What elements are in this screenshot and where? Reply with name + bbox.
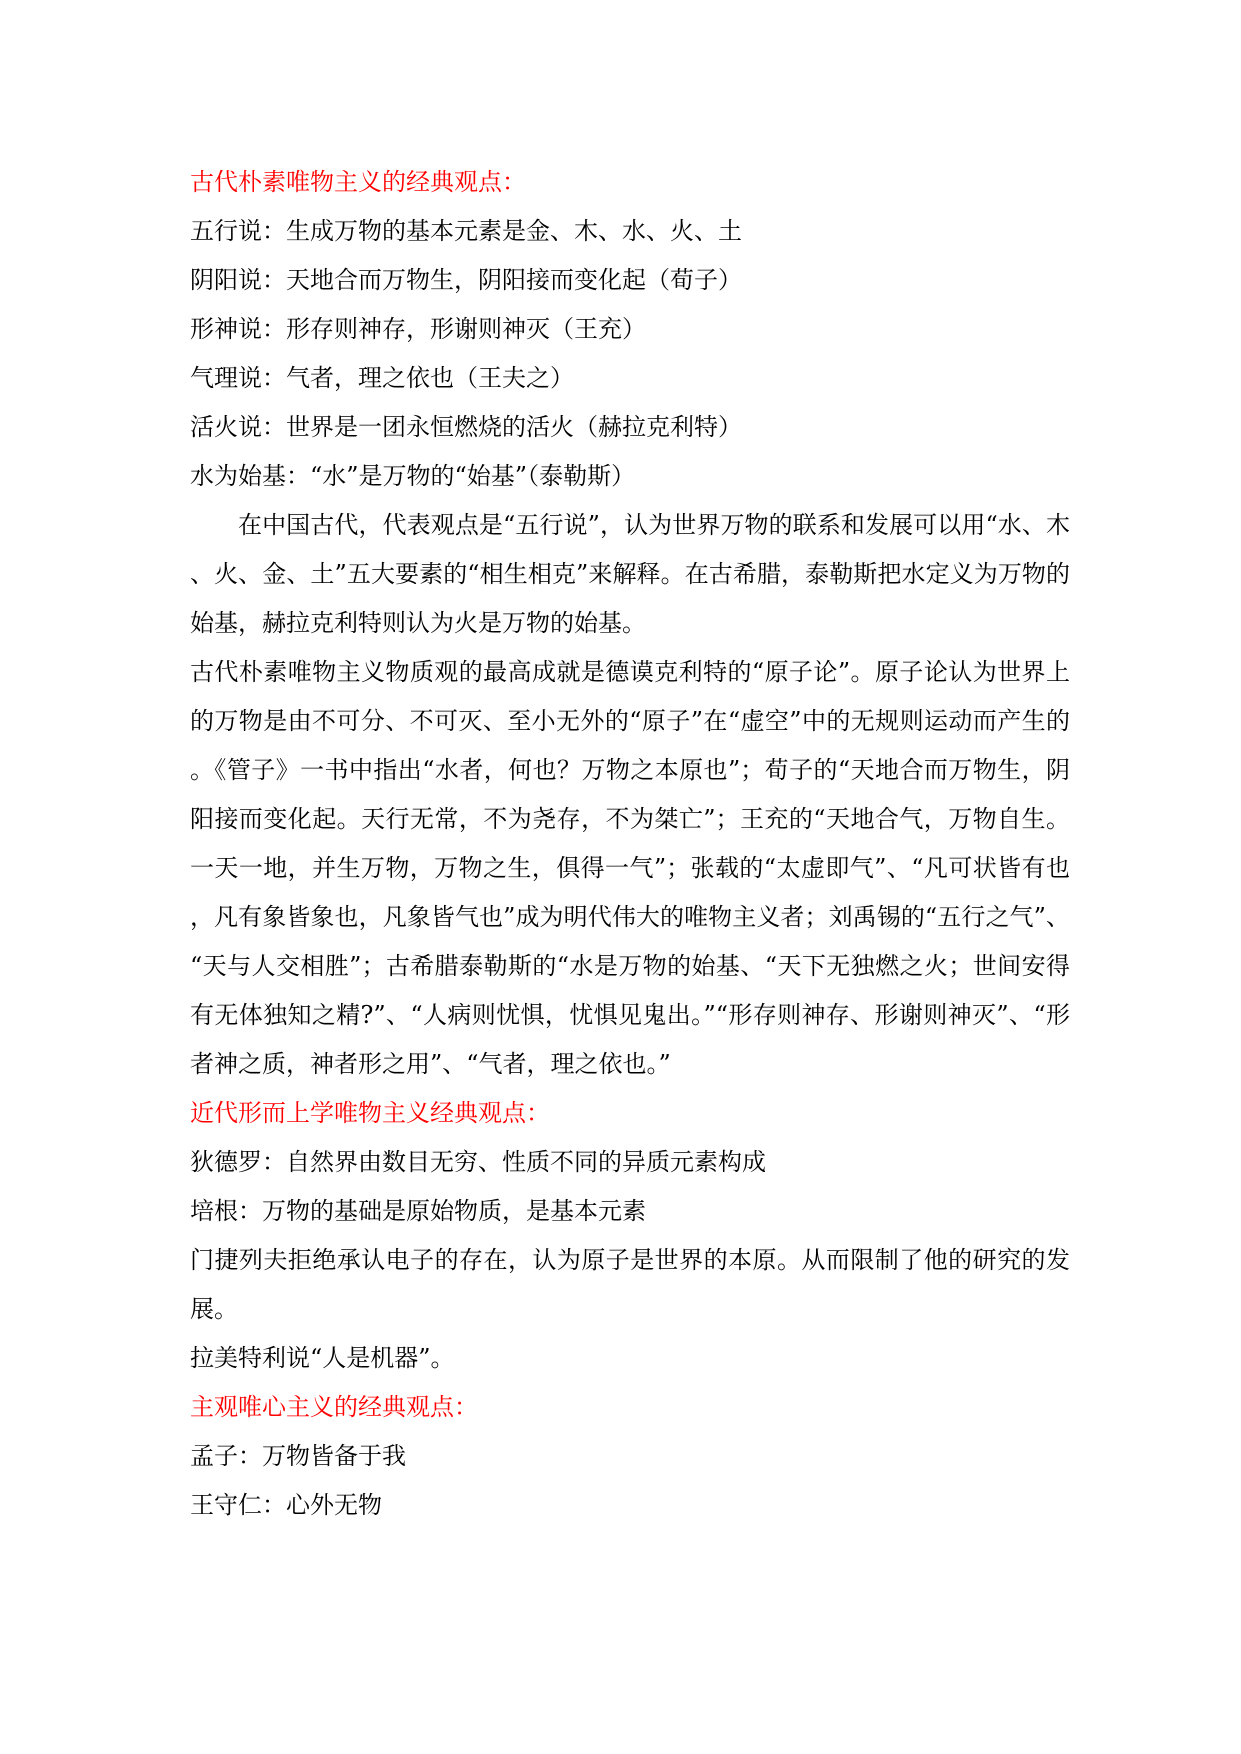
- list-item: 狄德罗：自然界由数目无穷、性质不同的异质元素构成: [190, 1148, 766, 1176]
- paragraph-mendeleev: 门捷列夫拒绝承认电子的存在，认为原子是世界的本原。从而限制了他的研究的发展。: [190, 1246, 1070, 1323]
- list-item: 孟子：万物皆备于我: [190, 1442, 406, 1470]
- heading-ancient-materialism: 古代朴素唯物主义的经典观点：: [190, 168, 526, 196]
- document-page: [190, 158, 1070, 1530]
- list-item: 水为始基：“水”是万物的“始基”（泰勒斯）: [190, 462, 636, 490]
- heading-modern-materialism: 近代形而上学唯物主义经典观点：: [190, 1099, 550, 1127]
- subjective-views-list: [190, 1432, 1070, 1530]
- list-item: 形神说：形存则神存，形谢则神灭（王充）: [190, 315, 646, 343]
- list-item: 阴阳说：天地合而万物生，阴阳接而变化起（荀子）: [190, 266, 742, 294]
- paragraph-atomism: 古代朴素唯物主义物质观的最高成就是德谟克利特的“原子论”。原子论认为世界上的万物是由不可分、不可灭、至小无外的“原子”在“虚空”中的无规则运动而产生的。《管子》一书中指出“水者，何也？万物之本原也”；荀子的“天地合而万物生，阴阳接而变化起。天行无常，不为尧存，不为桀亡”；王充的“天地合气，万物自生。一天一地，并生万物，万物之生，俱得一气”；张载的“太虚即气”、“凡可状皆有也，凡有象皆象也，凡象皆气也”成为明代伟大的唯物主义者；刘禹锡的“五行之气”、“天与人交相胜”；古希腊泰勒斯的“水是万物的始基、“天下无独燃之火；世间安得有无体独知之精?”、“人病则忧惧，忧惧见鬼出。”“形存则神存、形谢则神灭”、“形者神之质，神者形之用”、“气者，理之依也。”: [190, 658, 1070, 1078]
- list-item: 气理说：气者，理之依也（王夫之）: [190, 364, 574, 392]
- heading-subjective-idealism: 主观唯心主义的经典观点：: [190, 1393, 478, 1421]
- modern-views-list: [190, 1138, 1070, 1236]
- list-item: 培根：万物的基础是原始物质，是基本元素: [190, 1197, 646, 1225]
- list-item: 活火说：世界是一团永恒燃烧的活火（赫拉克利特）: [190, 413, 742, 441]
- ancient-views-list: [190, 207, 1070, 501]
- list-item: 王守仁：心外无物: [190, 1491, 382, 1519]
- paragraph-five-elements: 在中国古代，代表观点是“五行说”，认为世界万物的联系和发展可以用“水、木、火、金、土”五大要素的“相生相克”来解释。在古希腊，泰勒斯把水定义为万物的始基，赫拉克利特则认为火是万物的始基。: [190, 511, 1070, 637]
- list-item: 五行说：生成万物的基本元素是金、木、水、火、土: [190, 217, 742, 245]
- paragraph-la-mettrie: 拉美特利说“人是机器”。: [190, 1344, 455, 1372]
